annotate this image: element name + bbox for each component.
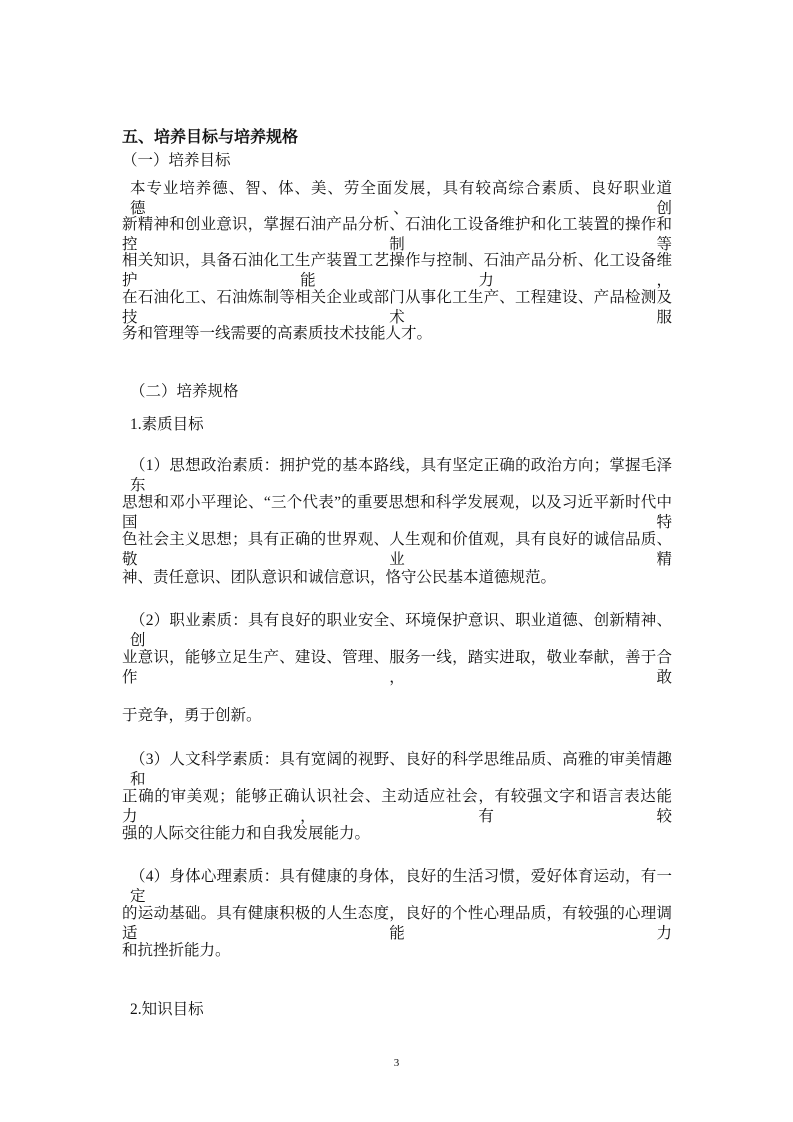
paragraph-line: 于竞争，勇于创新。 bbox=[122, 707, 262, 724]
paragraph-line: 在石油化工、石油炼制等相关企业或部门从事化工生产、工程建设、产品检测及技术服 bbox=[122, 289, 672, 326]
paragraph-line: （3）人文科学素质：具有宽阔的视野、良好的科学思维品质、高雅的审美情趣和 bbox=[130, 751, 672, 788]
item-title: 1.素质目标 bbox=[130, 416, 204, 433]
paragraph-line: （4）身体心理素质：具有健康的身体，良好的生活习惯，爱好体育运动，有一定 bbox=[130, 868, 672, 905]
paragraph-line: 务和管理等一线需要的高素质技术技能人才。 bbox=[122, 325, 433, 342]
paragraph-line: 强的人际交往能力和自我发展能力。 bbox=[122, 825, 371, 842]
paragraph-line: 正确的审美观；能够正确认识社会、主动适应社会，有较强文字和语言表达能力，有较 bbox=[122, 788, 672, 825]
paragraph-line: 和抗挫折能力。 bbox=[122, 942, 231, 959]
subsection-title: （二）培养规格 bbox=[130, 383, 239, 400]
section-heading: 五、培养目标与培养规格 bbox=[122, 129, 299, 146]
paragraph-line: （1）思想政治素质：拥护党的基本路线，具有坚定正确的政治方向；掌握毛泽东 bbox=[130, 457, 672, 494]
paragraph-line: 思想和邓小平理论、“三个代表”的重要思想和科学发展观，以及习近平新时代中国特 bbox=[122, 494, 672, 531]
paragraph-line: 本专业培养德、智、体、美、劳全面发展，具有较高综合素质、良好职业道德、创 bbox=[130, 180, 672, 217]
paragraph-line: （2）职业素质：具有良好的职业安全、环境保护意识、职业道德、创新精神、创 bbox=[130, 612, 672, 649]
paragraph-line: 的运动基础。具有健康积极的人生态度，良好的个性心理品质，有较强的心理调适能力 bbox=[122, 905, 672, 942]
paragraph-line: 相关知识，具备石油化工生产装置工艺操作与控制、石油产品分析、化工设备维护能力， bbox=[122, 252, 672, 289]
page-number: 3 bbox=[393, 1057, 400, 1069]
subsection-title: （一）培养目标 bbox=[122, 152, 231, 169]
paragraph-line: 神、责任意识、团队意识和诚信意识，恪守公民基本道德规范。 bbox=[122, 569, 557, 586]
paragraph-line: 新精神和创业意识，掌握石油产品分析、石油化工设备维护和化工装置的操作和控制等 bbox=[122, 216, 672, 253]
paragraph-line: 色社会主义思想；具有正确的世界观、人生观和价值观，具有良好的诚信品质、敬业精 bbox=[122, 531, 672, 568]
paragraph-line: 业意识，能够立足生产、建设、管理、服务一线，踏实进取，敬业奉献，善于合作，敢 bbox=[122, 649, 672, 686]
item-title: 2.知识目标 bbox=[130, 1001, 204, 1018]
